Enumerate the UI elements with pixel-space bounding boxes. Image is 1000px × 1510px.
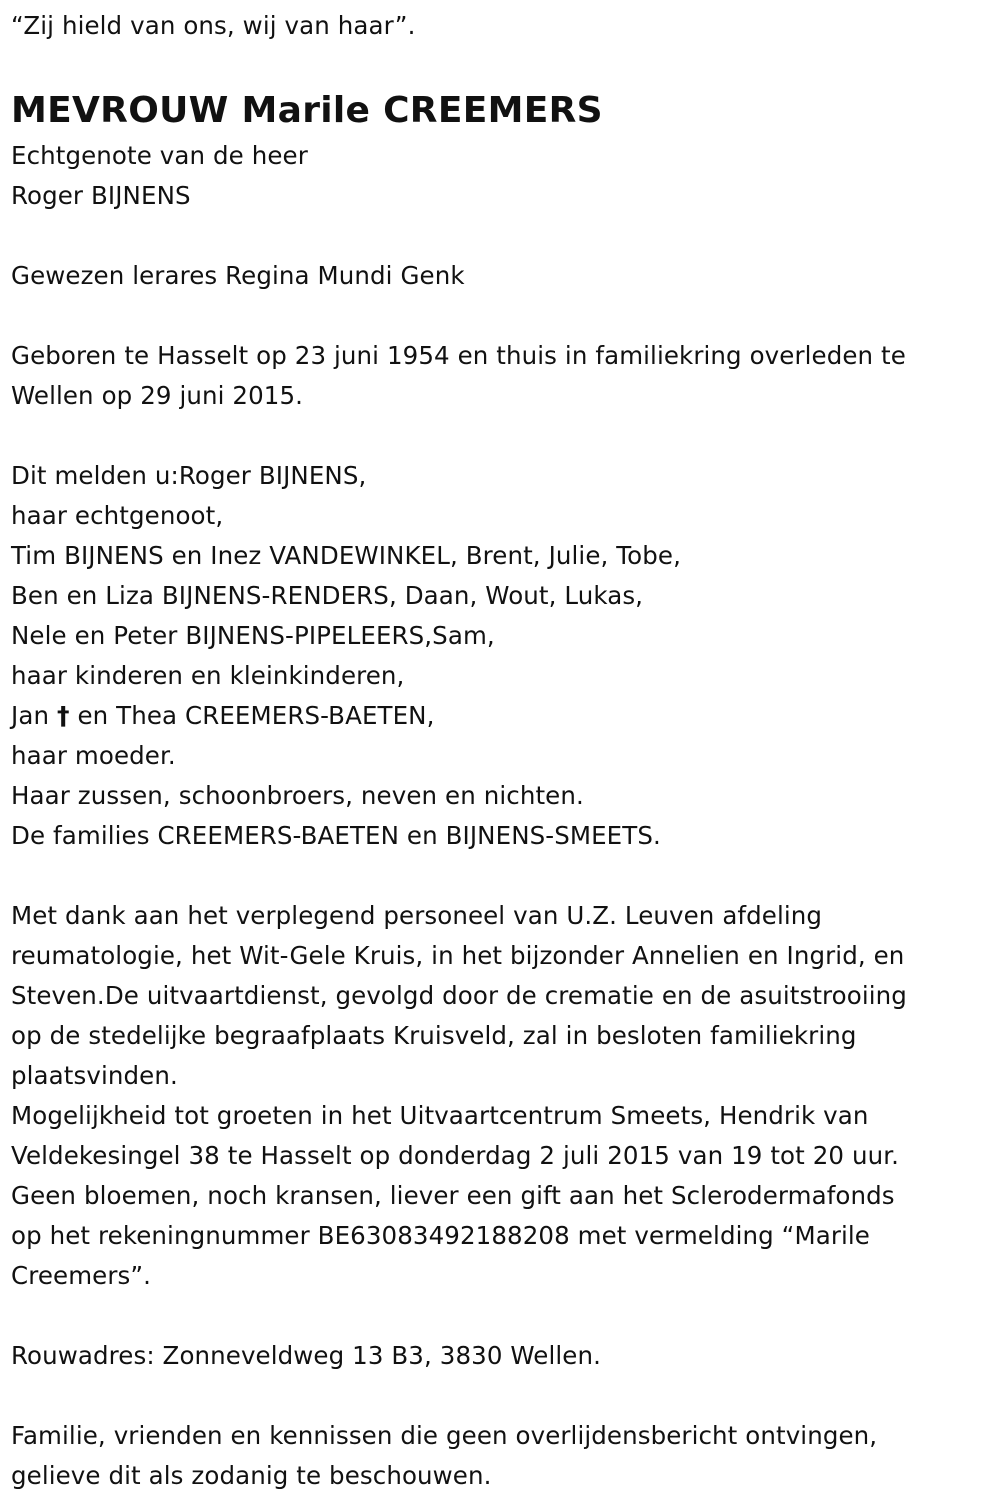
announcers-line-2: haar echtgenoot, [11,501,224,530]
mourning-address: Rouwadres: Zonneveldweg 13 B3, 3830 Wellen. [11,1341,601,1370]
closing-line-1: Familie, vrienden en kennissen die geen overlijdensbericht ontvingen, [11,1421,878,1450]
announcers-line-6: haar kinderen en kleinkinderen, [11,661,405,690]
spacer [11,216,1000,256]
announcers-line-1: Dit melden u:Roger BIJNENS, [11,461,367,490]
spacer [11,416,1000,456]
mother-name: en Thea CREEMERS-BAETEN, [77,701,435,730]
birth-death-line-1: Geboren te Hasselt op 23 juni 1954 en thuis in familiekring overleden te [11,341,906,370]
thanks-line-4: op de stedelijke begraafplaats Kruisveld, zal in besloten familiekring [11,1021,857,1050]
spacer [11,296,1000,336]
announcers-line-9: Haar zussen, schoonbroers, neven en nichten. [11,781,584,810]
announcers-line-5: Nele en Peter BIJNENS-PIPELEERS,Sam, [11,621,495,650]
birth-death-block [11,336,1000,416]
deceased-name-heading: MEVROUW Marile CREEMERS [11,90,603,131]
thanks-line-1: Met dank aan het verplegend personeel van U.Z. Leuven afdeling [11,901,823,930]
closing-line-2: gelieve dit als zodanig te beschouwen. [11,1461,492,1490]
occupation-line: Gewezen lerares Regina Mundi Genk [11,261,465,290]
motto-quote: “Zij hield van ons, wij van haar”. [11,11,416,40]
thanks-line-10: Creemers”. [11,1261,152,1290]
spouse-block [11,136,1000,216]
father-name: Jan [11,701,50,730]
thanks-line-6: Mogelijkheid tot groeten in het Uitvaartcentrum Smeets, Hendrik van [11,1101,869,1130]
thanks-line-3: Steven.De uitvaartdienst, gevolgd door de crematie en de asuitstrooiing [11,981,907,1010]
spacer [11,1376,1000,1416]
thanks-line-7: Veldekesingel 38 te Hasselt op donderdag 2 juli 2015 van 19 tot 20 uur. [11,1141,900,1170]
spouse-line-2: Roger BIJNENS [11,181,191,210]
thanks-line-9: op het rekeningnummer BE63083492188208 met vermelding “Marile [11,1221,870,1250]
spacer [11,856,1000,896]
closing-block [11,1416,1000,1496]
thanks-line-2: reumatologie, het Wit-Gele Kruis, in het bijzonder Annelien en Ingrid, en [11,941,905,970]
birth-death-line-2: Wellen op 29 juni 2015. [11,381,304,410]
announcers-block [11,456,1000,856]
announcers-line-4: Ben en Liza BIJNENS-RENDERS, Daan, Wout, Lukas, [11,581,644,610]
announcers-line-8: haar moeder. [11,741,176,770]
announcers-line-7 [11,696,1000,736]
spouse-line-1: Echtgenote van de heer [11,141,308,170]
announcers-line-10: De families CREEMERS-BAETEN en BIJNENS-SMEETS. [11,821,661,850]
thanks-block [11,896,1000,1296]
thanks-line-5: plaatsvinden. [11,1061,178,1090]
thanks-line-8: Geen bloemen, noch kransen, liever een gift aan het Sclerodermafonds [11,1181,895,1210]
cross-icon: † [56,701,70,730]
spacer [11,1296,1000,1336]
announcers-line-3: Tim BIJNENS en Inez VANDEWINKEL, Brent, Julie, Tobe, [11,541,681,570]
